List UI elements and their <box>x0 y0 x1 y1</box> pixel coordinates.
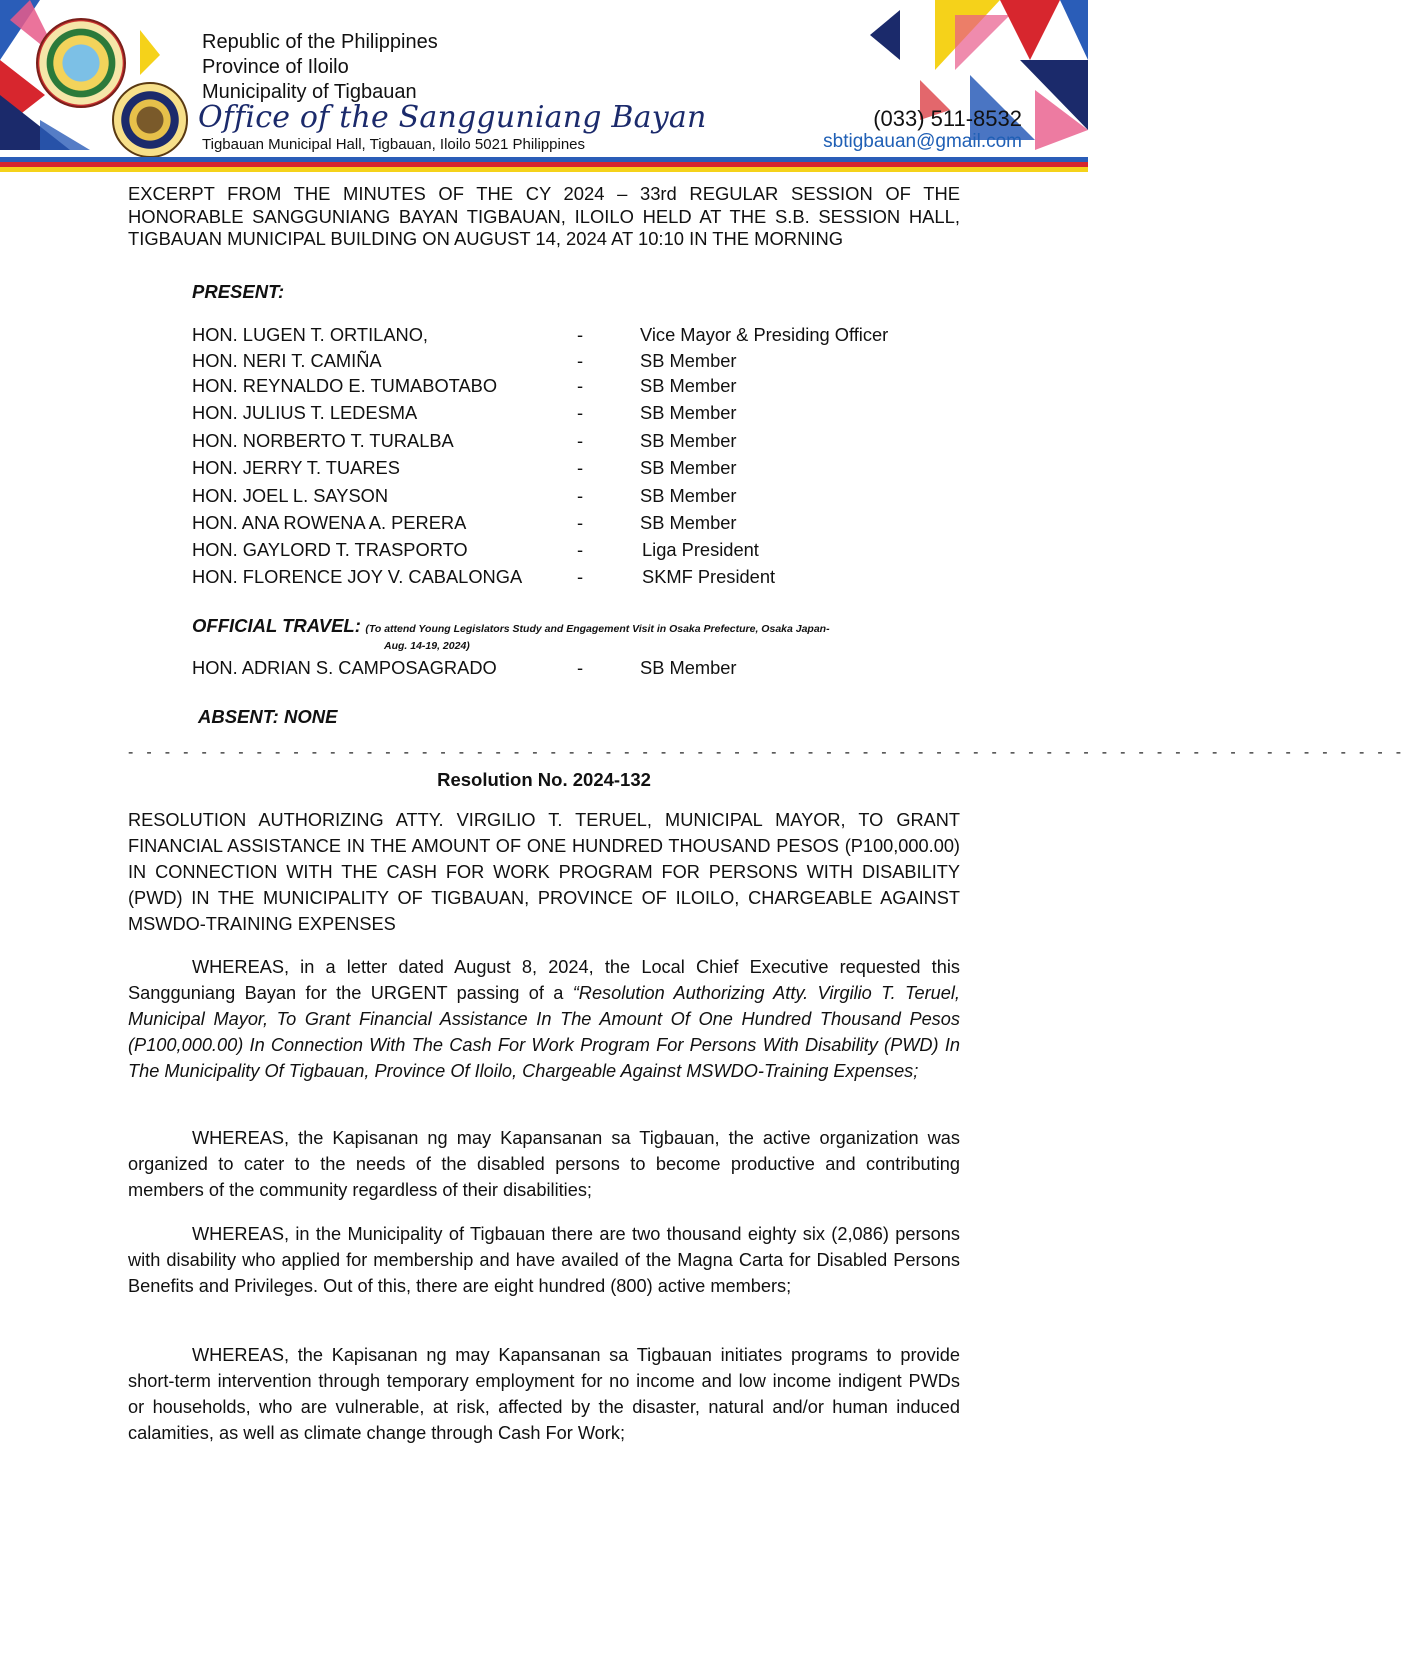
travel-member-row <box>192 657 992 683</box>
member-position: SB Member <box>640 402 737 423</box>
member-dash: - <box>577 375 584 396</box>
member-position: SB Member <box>640 375 737 396</box>
member-name: HON. GAYLORD T. TRASPORTO <box>192 539 468 560</box>
member-row <box>192 375 992 401</box>
member-name: HON. NERI T. CAMIÑA <box>192 350 382 371</box>
member-position: SB Member <box>640 512 737 533</box>
whereas-clause-4: WHEREAS, the Kapisanan ng may Kapansanan sa Tigbauan initiates programs to provide short-term intervention through temporary employment for no income and low income indigent PWDs or households, who are vulnerable, at risk, affected by the disaster, natural and/or human induced calamities, as well as climate change through Cash For Work; <box>128 1345 960 1443</box>
member-row <box>192 324 992 350</box>
whereas-clause-3: WHEREAS, in the Municipality of Tigbauan there are two thousand eighty six (2,086) persons with disability who applied for membership and have availed of the Magna Carta for Disabled Persons Benefits and Privileges. Out of this, there are eight hundred (800) active members; <box>128 1224 960 1296</box>
member-dash: - <box>577 512 584 533</box>
member-name: HON. NORBERTO T. TURALBA <box>192 430 454 451</box>
header-stripe-yellow <box>0 167 1088 172</box>
member-name: HON. ANA ROWENA A. PERERA <box>192 512 467 533</box>
member-name: HON. LUGEN T. ORTILANO, <box>192 324 429 345</box>
member-row <box>192 350 992 376</box>
member-row <box>192 539 992 565</box>
member-row <box>192 512 992 538</box>
member-position: SB Member <box>640 350 737 371</box>
sangguniang-bayan-seal <box>112 82 188 158</box>
member-position: Vice Mayor & Presiding Officer <box>640 324 889 345</box>
member-dash: - <box>577 566 584 587</box>
member-dash: - <box>577 485 584 506</box>
whereas-1-text: WHEREAS, in a letter dated August 8, 2024, the Local Chief Executive requested this Sangguniang Bayan for the URGENT passing of a <box>128 957 960 1003</box>
member-name: HON. FLORENCE JOY V. CABALONGA <box>192 566 523 587</box>
member-dash: - <box>577 430 584 451</box>
member-dash: - <box>577 402 584 423</box>
absent-label: ABSENT: NONE <box>198 706 338 727</box>
official-travel-note-dates: Aug. 14-19, 2024) <box>384 640 470 652</box>
whereas-clause-1 <box>128 955 960 1085</box>
member-position: SB Member <box>640 657 737 678</box>
header-address: Tigbauan Municipal Hall, Tigbauan, Iloilo 5021 Philippines <box>202 136 586 153</box>
letterhead <box>0 0 1088 178</box>
official-travel-note: (To attend Young Legislators Study and Engagement Visit in Osaka Prefecture, Osaka Japan- <box>365 623 830 635</box>
resolution-number: Resolution No. 2024-132 <box>437 769 651 790</box>
member-position: SKMF President <box>642 566 776 587</box>
office-title: Office of the Sangguniang Bayan <box>198 100 707 135</box>
separator-line: - - - - - - - - - - - - - - - - - - - - - - - - - - - - - - - - - - - - - - - - - - - - - - - - - - - - - - - - - - - - - - - - - - - - - - <box>128 744 1405 761</box>
header-republic: Republic of the Philippines <box>202 31 438 53</box>
member-row <box>192 566 992 592</box>
member-row <box>192 457 992 483</box>
header-municipality: Municipality of Tigbauan <box>202 81 417 103</box>
member-position: SB Member <box>640 485 737 506</box>
member-name: HON. ADRIAN S. CAMPOSAGRADO <box>192 657 497 678</box>
municipality-seal <box>36 18 126 108</box>
member-name: HON. JULIUS T. LEDESMA <box>192 402 418 423</box>
member-row <box>192 485 992 511</box>
email-address: sbtigbauan@gmail.com <box>823 131 1022 152</box>
member-dash: - <box>577 457 584 478</box>
member-position: Liga President <box>642 539 759 560</box>
resolution-title: RESOLUTION AUTHORIZING ATTY. VIRGILIO T. TERUEL, MUNICIPAL MAYOR, TO GRANT FINANCIAL ASSISTANCE IN THE AMOUNT OF ONE HUNDRED THOUSAND PESOS (P100,000.00) IN CONNECTION WITH THE CASH FOR WORK PROGRAM FOR PERSONS WITH DISABILITY (PWD) IN THE MUNICIPALITY OF TIGBAUAN, PROVINCE OF ILOILO, CHARGEABLE AGAINST MSWDO-TRAINING EXPENSES <box>128 810 960 934</box>
whereas-clause-2: WHEREAS, the Kapisanan ng may Kapansanan sa Tigbauan, the active organization was organized to cater to the needs of the disabled persons to become productive and contributing members of the community regardless of their disabilities; <box>128 1128 960 1200</box>
member-row <box>192 430 992 456</box>
excerpt-heading: EXCERPT FROM THE MINUTES OF THE CY 2024 – 33rd REGULAR SESSION OF THE HONORABLE SANGGUNIANG BAYAN TIGBAUAN, ILOILO HELD AT THE S.B. SESSION HALL, TIGBAUAN MUNICIPAL BUILDING ON AUGUST 14, 2024 AT 10:10 IN THE MORNING <box>128 183 960 249</box>
member-position: SB Member <box>640 457 737 478</box>
official-travel-label: OFFICIAL TRAVEL: <box>192 615 361 636</box>
member-dash: - <box>577 324 584 345</box>
member-name: HON. JOEL L. SAYSON <box>192 485 389 506</box>
member-name: HON. REYNALDO E. TUMABOTABO <box>192 375 498 396</box>
phone-number: (033) 511-8532 <box>873 106 1022 131</box>
member-dash: - <box>577 350 584 371</box>
member-dash: - <box>577 657 584 678</box>
present-label: PRESENT: <box>192 281 285 302</box>
member-dash: - <box>577 539 584 560</box>
whereas-1-quoted-title: “Resolution Authorizing Atty. Virgilio T. Teruel, Municipal Mayor, To Grant Financial Assistance In The Amount Of One Hundred Thousand Pesos (P100,000.00) In Connection With The Cash For Work Program For Persons With Disability (PWD) In The Municipality Of Tigbauan, Province Of Iloilo, Chargeable Against MSWDO-Training Expenses; <box>128 982 960 1081</box>
official-travel-heading <box>192 615 830 637</box>
header-province: Province of Iloilo <box>202 56 349 78</box>
member-row <box>192 402 992 428</box>
member-name: HON. JERRY T. TUARES <box>192 457 400 478</box>
member-position: SB Member <box>640 430 737 451</box>
